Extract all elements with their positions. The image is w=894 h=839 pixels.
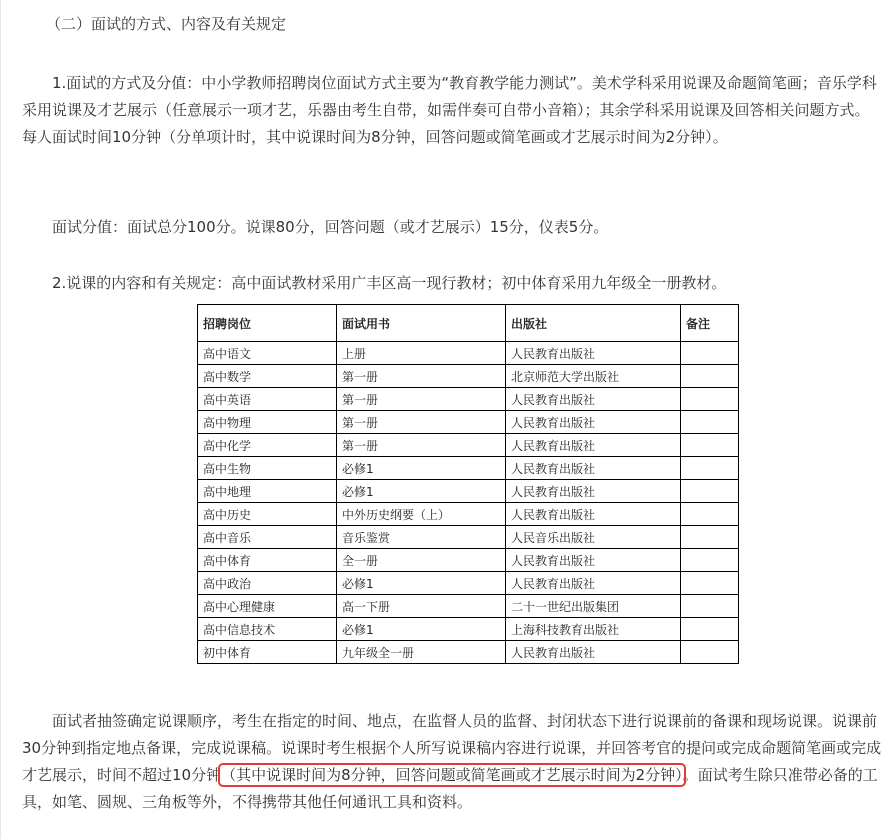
cell-textbook: 必修1 [337,618,506,641]
cell-textbook: 上册 [337,342,506,365]
table-row [198,641,739,664]
cell-publisher: 北京师范大学出版社 [506,365,681,388]
cell-remarks [681,411,739,434]
cell-textbook: 九年级全一册 [337,641,506,664]
cell-remarks [681,388,739,411]
cell-publisher: 二十一世纪出版集团 [506,595,681,618]
cell-position: 高中数学 [198,365,337,388]
cell-position: 高中音乐 [198,526,337,549]
paragraph-lecture-rules: 2.说课的内容和有关规定：高中面试教材采用广丰区高一现行教材；初中体育采用九年级全一册教材。 [52,274,727,292]
paragraph-interview-procedure [22,708,882,816]
cell-textbook: 第一册 [337,434,506,457]
cell-textbook: 中外历史纲要（上） [337,503,506,526]
paragraph-interview-method: 1.面试的方式及分值：中小学教师招聘岗位面试方式主要为“教育教学能力测试”。美术学科采用说课及命题简笔画；音乐学科采用说课及才艺展示（任意展示一项才艺，乐器由考生自带，如需伴奏可自带小音箱）；其余学科采用说课及回答相关问题方式。每人面试时间10分钟（分单项计时，其中说课时间为8分钟，回答问题或简笔画或才艺展示时间为2分钟）。 [22,74,877,146]
cell-textbook: 必修1 [337,480,506,503]
table-body [198,342,739,664]
header-remarks: 备注 [681,305,739,342]
textbook-table [197,304,739,664]
cell-publisher: 人民教育出版社 [506,503,681,526]
table-row [198,618,739,641]
cell-publisher: 人民教育出版社 [506,411,681,434]
cell-position: 高中英语 [198,388,337,411]
cell-position: 高中心理健康 [198,595,337,618]
cell-publisher: 人民音乐出版社 [506,526,681,549]
table-row [198,480,739,503]
cell-remarks [681,618,739,641]
table-row [198,503,739,526]
paragraph-interview-score: 面试分值：面试总分100分。说课80分，回答问题（或才艺展示）15分，仪表5分。 [52,218,609,236]
cell-publisher: 人民教育出版社 [506,457,681,480]
cell-publisher: 人民教育出版社 [506,434,681,457]
table-row [198,342,739,365]
cell-textbook: 必修1 [337,457,506,480]
cell-textbook: 高一下册 [337,595,506,618]
cell-remarks [681,641,739,664]
cell-position: 高中信息技术 [198,618,337,641]
cell-publisher: 人民教育出版社 [506,388,681,411]
cell-textbook: 全一册 [337,549,506,572]
cell-textbook: 第一册 [337,365,506,388]
cell-position: 高中物理 [198,411,337,434]
left-border-line [0,0,1,839]
header-textbook: 面试用书 [337,305,506,342]
header-publisher: 出版社 [506,305,681,342]
cell-position: 高中体育 [198,549,337,572]
cell-remarks [681,572,739,595]
table-row [198,365,739,388]
table-row [198,434,739,457]
highlighted-time-note: （其中说课时间为8分钟，回答问题或简笔画或才艺展示时间为2分钟） [221,766,683,784]
cell-position: 高中地理 [198,480,337,503]
table-header-row [198,305,739,342]
cell-position: 高中语文 [198,342,337,365]
cell-remarks [681,342,739,365]
cell-remarks [681,365,739,388]
cell-remarks [681,457,739,480]
cell-publisher: 人民教育出版社 [506,641,681,664]
cell-publisher: 人民教育出版社 [506,342,681,365]
procedure-text-after: 。面试考生除只准带必备的工具，如笔、圆规、三角板等外，不得携带其他任何通讯工具和资料。 [22,766,878,811]
cell-publisher: 人民教育出版社 [506,480,681,503]
table-row [198,457,739,480]
table-row [198,549,739,572]
cell-position: 初中体育 [198,641,337,664]
table-row [198,595,739,618]
table-row [198,572,739,595]
table-row [198,526,739,549]
cell-textbook: 必修1 [337,572,506,595]
cell-position: 高中政治 [198,572,337,595]
cell-textbook: 第一册 [337,411,506,434]
cell-publisher: 上海科技教育出版社 [506,618,681,641]
cell-textbook: 音乐鉴赏 [337,526,506,549]
header-position: 招聘岗位 [198,305,337,342]
procedure-text-before: 面试者抽签确定说课顺序，考生在指定的时间、地点，在监督人员的监督、封闭状态下进行说课前的备课和现场说课。说课前30分钟到指定地点备课，完成说课稿。说课时考生根据个人所写说课稿内容进行说课，并回答考官的提问或完成命题简笔画或完成才艺展示，时间不超过10分钟 [22,712,882,784]
cell-remarks [681,526,739,549]
cell-textbook: 第一册 [337,388,506,411]
cell-publisher: 人民教育出版社 [506,549,681,572]
table-row [198,411,739,434]
cell-remarks [681,503,739,526]
cell-remarks [681,595,739,618]
section-title: （二）面试的方式、内容及有关规定 [46,15,287,33]
cell-position: 高中历史 [198,503,337,526]
cell-remarks [681,549,739,572]
cell-publisher: 人民教育出版社 [506,572,681,595]
cell-remarks [681,480,739,503]
cell-remarks [681,434,739,457]
table-row [198,388,739,411]
cell-position: 高中生物 [198,457,337,480]
cell-position: 高中化学 [198,434,337,457]
